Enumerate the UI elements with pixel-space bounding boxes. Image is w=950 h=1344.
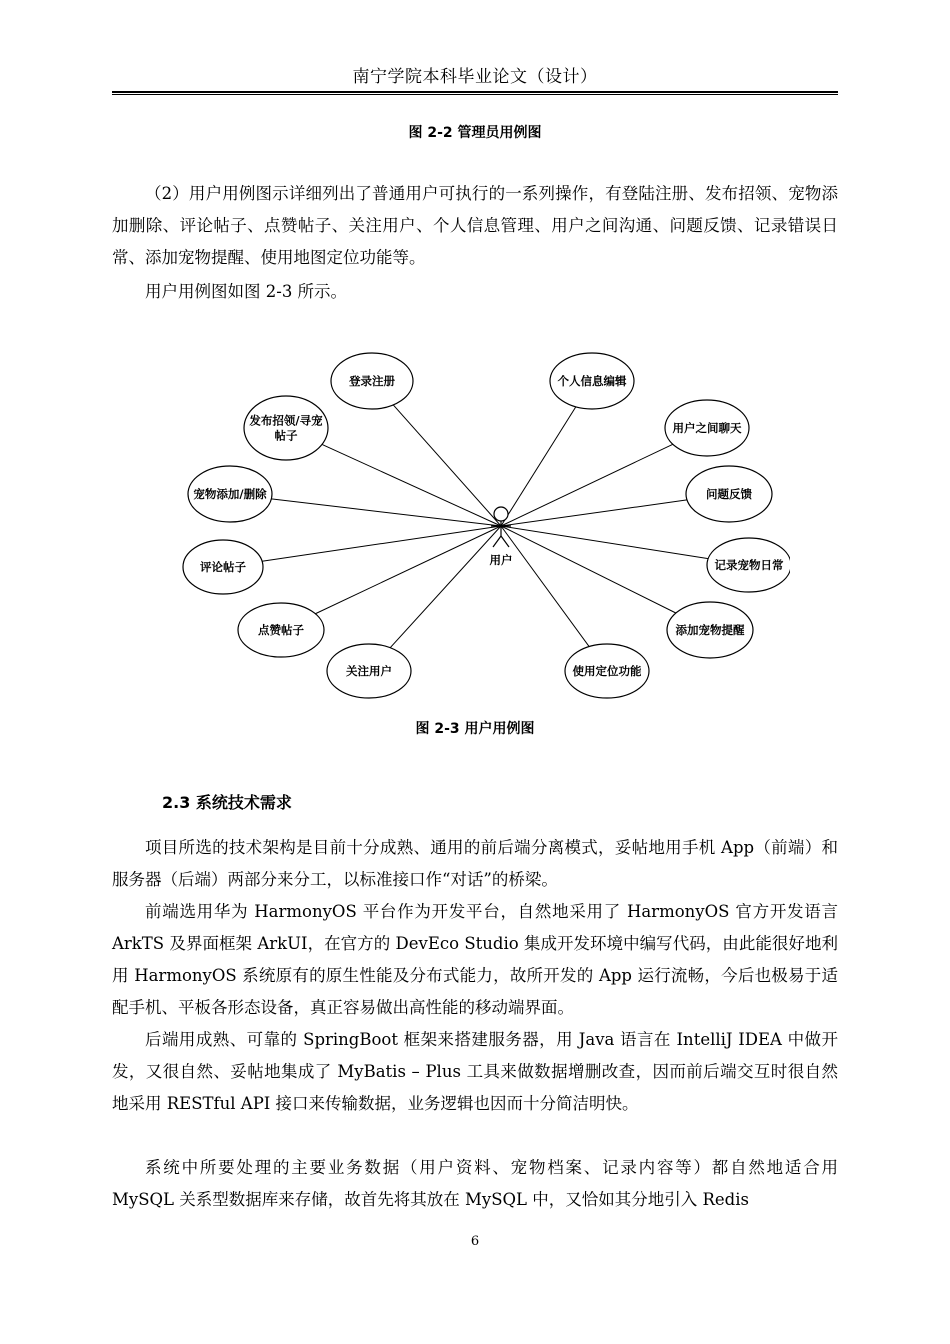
use-case-left-2	[188, 466, 272, 522]
association-line-right-5	[501, 526, 589, 647]
use-case-left-4	[238, 603, 324, 657]
use-case-label: 记录宠物日常	[714, 558, 784, 572]
section-heading: 2.3 系统技术需求	[162, 793, 292, 812]
association-line-left-2	[271, 499, 501, 526]
use-case-label: 登录注册	[349, 374, 395, 388]
running-header: 南宁学院本科毕业论文（设计）	[352, 67, 598, 87]
use-case-label: 添加宠物提醒	[675, 623, 745, 637]
use-case-label: 个人信息编辑	[557, 374, 627, 388]
paragraph-architecture: 项目所选的技术架构是目前十分成熟、通用的前后端分离模式，妥帖地用手机 App（前端）和服务器（后端）两部分来分工，以标准接口作“对话”的桥梁。	[112, 838, 838, 889]
use-case-label: 使用定位功能	[572, 664, 642, 678]
use-case-right-5	[565, 644, 649, 698]
association-line-right-4	[501, 526, 676, 613]
association-line-left-5	[390, 526, 501, 648]
use-cases	[183, 353, 790, 698]
header-rule-thin	[112, 94, 838, 95]
paragraph-frontend: 前端选用华为 HarmonyOS 平台作为开发平台，自然地采用了 HarmonyOS 官方开发语言 ArkTS 及界面框架 ArkUI，在官方的 DevEco Studio 集成开发环境中编写代码，由此能很好地利用 HarmonyOS 系统原有的原生性能及分布式能力，故所开发的 App 运行流畅，今后也极易于适配手机、平板各形态设备，真正容易做出高性能的移动端界面。	[112, 902, 838, 1017]
association-line-left-3	[262, 526, 501, 561]
figure-2-3-caption: 图 2-3 用户用例图	[415, 721, 535, 737]
association-line-left-4	[315, 526, 501, 614]
use-case-right-1	[665, 400, 749, 456]
association-line-right-3	[501, 526, 708, 559]
use-case-label: 问题反馈	[706, 487, 752, 501]
actor-label: 用户	[489, 553, 513, 567]
use-case-diagram	[170, 340, 790, 710]
use-case-label: 帖子	[274, 428, 298, 443]
use-case-label: 关注用户	[346, 664, 392, 678]
use-case-label: 宠物添加/删除	[193, 487, 267, 501]
association-line-left-1	[322, 444, 501, 526]
use-case-diagram-svg	[170, 340, 790, 710]
use-case-label: 评论帖子	[200, 560, 246, 574]
page-number: 6	[470, 1234, 480, 1249]
paragraph-database: 系统中所要处理的主要业务数据（用户资料、宠物档案、记录内容等）都自然地适合用 MySQL 关系型数据库来存储，故首先将其放在 MySQL 中，又恰如其分地引入 Redis	[112, 1158, 838, 1209]
use-case-label: 发布招领/寻宠	[249, 413, 323, 428]
association-line-left-0	[393, 405, 501, 526]
use-case-left-0	[331, 353, 413, 409]
actor-leg-left	[493, 536, 501, 547]
paragraph-user-usecase-intro: （2）用户用例图示详细列出了普通用户可执行的一系列操作，有登陆注册、发布招领、宠物添加删除、评论帖子、点赞帖子、关注用户、个人信息管理、用户之间沟通、问题反馈、记录错误日常、添加宠物提醒、使用地图定位功能等。	[112, 184, 838, 267]
use-case-right-3	[707, 538, 790, 592]
use-case-right-4	[667, 602, 753, 658]
actor-leg-right	[501, 536, 509, 547]
figure-2-2-caption: 图 2-2 管理员用例图	[408, 125, 542, 141]
association-lines	[262, 405, 708, 648]
header-rule	[112, 91, 838, 93]
use-case-left-3	[183, 540, 263, 594]
use-case-right-0	[550, 353, 634, 409]
use-case-left-1	[244, 396, 328, 460]
use-case-label: 点赞帖子	[258, 623, 304, 637]
actor-head	[494, 507, 508, 521]
use-case-right-2	[686, 466, 772, 522]
use-case-label: 用户之间聊天	[672, 421, 742, 435]
paragraph-backend: 后端用成熟、可靠的 SpringBoot 框架来搭建服务器，用 Java 语言在 IntelliJ IDEA 中做开发，又很自然、妥帖地集成了 MyBatis – Plus 工具来做数据增删改查，因而前后端交互时很自然地采用 RESTful API 接口来传输数据，业务逻辑也因而十分简洁明快。	[112, 1030, 838, 1113]
use-case-left-5	[327, 644, 411, 698]
paragraph-figure-reference: 用户用例图如图 2-3 所示。	[145, 282, 348, 301]
